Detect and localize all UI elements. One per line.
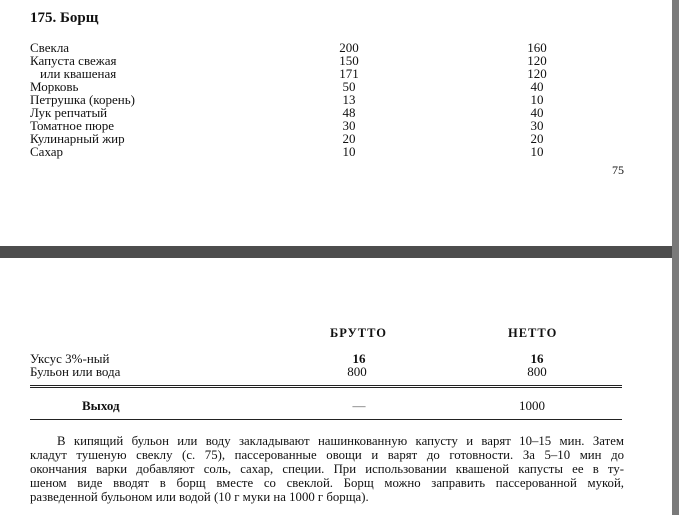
ingredient-brutto: 10 <box>342 144 356 159</box>
ingredient-brutto: 150 <box>339 53 359 68</box>
ingredient-brutto: 30 <box>342 118 356 133</box>
ingredient-netto: 40 <box>530 105 544 120</box>
instruction-line: шеном виде вводят в борщ вместе со свеклой. Борщ можно заправить пассерованной мукой, <box>30 476 624 490</box>
table-rule <box>30 385 622 386</box>
yield-row <box>0 398 672 412</box>
ingredient-netto: 800 <box>527 364 547 379</box>
book-page-top <box>0 0 672 246</box>
ingredient-brutto: 20 <box>342 131 356 146</box>
recipe-title: 175. Борщ <box>30 10 99 26</box>
table-rule <box>30 419 622 420</box>
ingredient-netto: 10 <box>530 144 544 159</box>
ingredient-row <box>0 67 672 80</box>
recipe-instructions <box>30 434 624 504</box>
instruction-line: разведенной бульоном или водой (10 г муки на 1000 г борща). <box>30 490 369 504</box>
ingredient-netto: 120 <box>527 53 547 68</box>
ingredient-name: Бульон или вода <box>30 364 121 379</box>
page-separator <box>0 246 679 258</box>
ingredient-netto: 10 <box>530 92 544 107</box>
ingredient-row <box>0 145 672 158</box>
ingredient-brutto: 200 <box>339 40 359 55</box>
ingredient-row <box>0 132 672 145</box>
ingredient-name: Томатное пюре <box>30 118 115 133</box>
ingredient-name: Кулинарный жир <box>30 131 125 146</box>
ingredient-brutto: 13 <box>342 92 356 107</box>
ingredient-row <box>0 365 672 378</box>
ingredient-netto: 160 <box>527 40 547 55</box>
ingredient-brutto: 800 <box>347 364 367 379</box>
column-header-netto: НЕТТО <box>508 326 558 340</box>
ingredient-netto: 30 <box>530 118 544 133</box>
ingredient-brutto: 16 <box>352 351 366 366</box>
yield-netto: 1000 <box>519 398 545 413</box>
ingredient-netto: 16 <box>530 351 544 366</box>
ingredient-brutto: 50 <box>342 79 356 94</box>
instruction-line: В кипящий бульон или воду закладывают нашинкованную капусту и варят 10–15 мин. Затем <box>57 434 624 448</box>
ingredient-brutto: 171 <box>339 66 359 81</box>
column-header-brutto: БРУТТО <box>330 326 387 340</box>
ingredient-name: Сахар <box>30 144 64 159</box>
ingredient-netto: 120 <box>527 66 547 81</box>
ingredient-netto: 40 <box>530 79 544 94</box>
viewer-scrollbar[interactable] <box>672 0 679 515</box>
ingredient-brutto: 48 <box>342 105 356 120</box>
yield-brutto: — <box>352 398 366 413</box>
page-number: 75 <box>612 163 624 177</box>
table-rule <box>30 387 622 388</box>
ingredient-name: Лук репчатый <box>30 105 108 120</box>
ingredient-name: или квашеная <box>40 66 117 81</box>
instruction-line: окончания варки добавляют соль, сахар, специи. При использовании квашеной капусты ее в ту- <box>30 462 624 476</box>
ingredient-name: Петрушка (корень) <box>30 92 135 107</box>
yield-label: Выход <box>82 398 120 413</box>
ingredient-name: Морковь <box>30 79 79 94</box>
ingredient-netto: 20 <box>530 131 544 146</box>
instruction-line: кладут тушеную свеклу (с. 75), пассерованные овощи и варят до готовности. За 5–10 мин до <box>30 448 624 462</box>
ingredient-name: Капуста свежая <box>30 53 117 68</box>
ingredient-name: Уксус 3%-ный <box>30 351 110 366</box>
ingredient-name: Свекла <box>30 40 70 55</box>
